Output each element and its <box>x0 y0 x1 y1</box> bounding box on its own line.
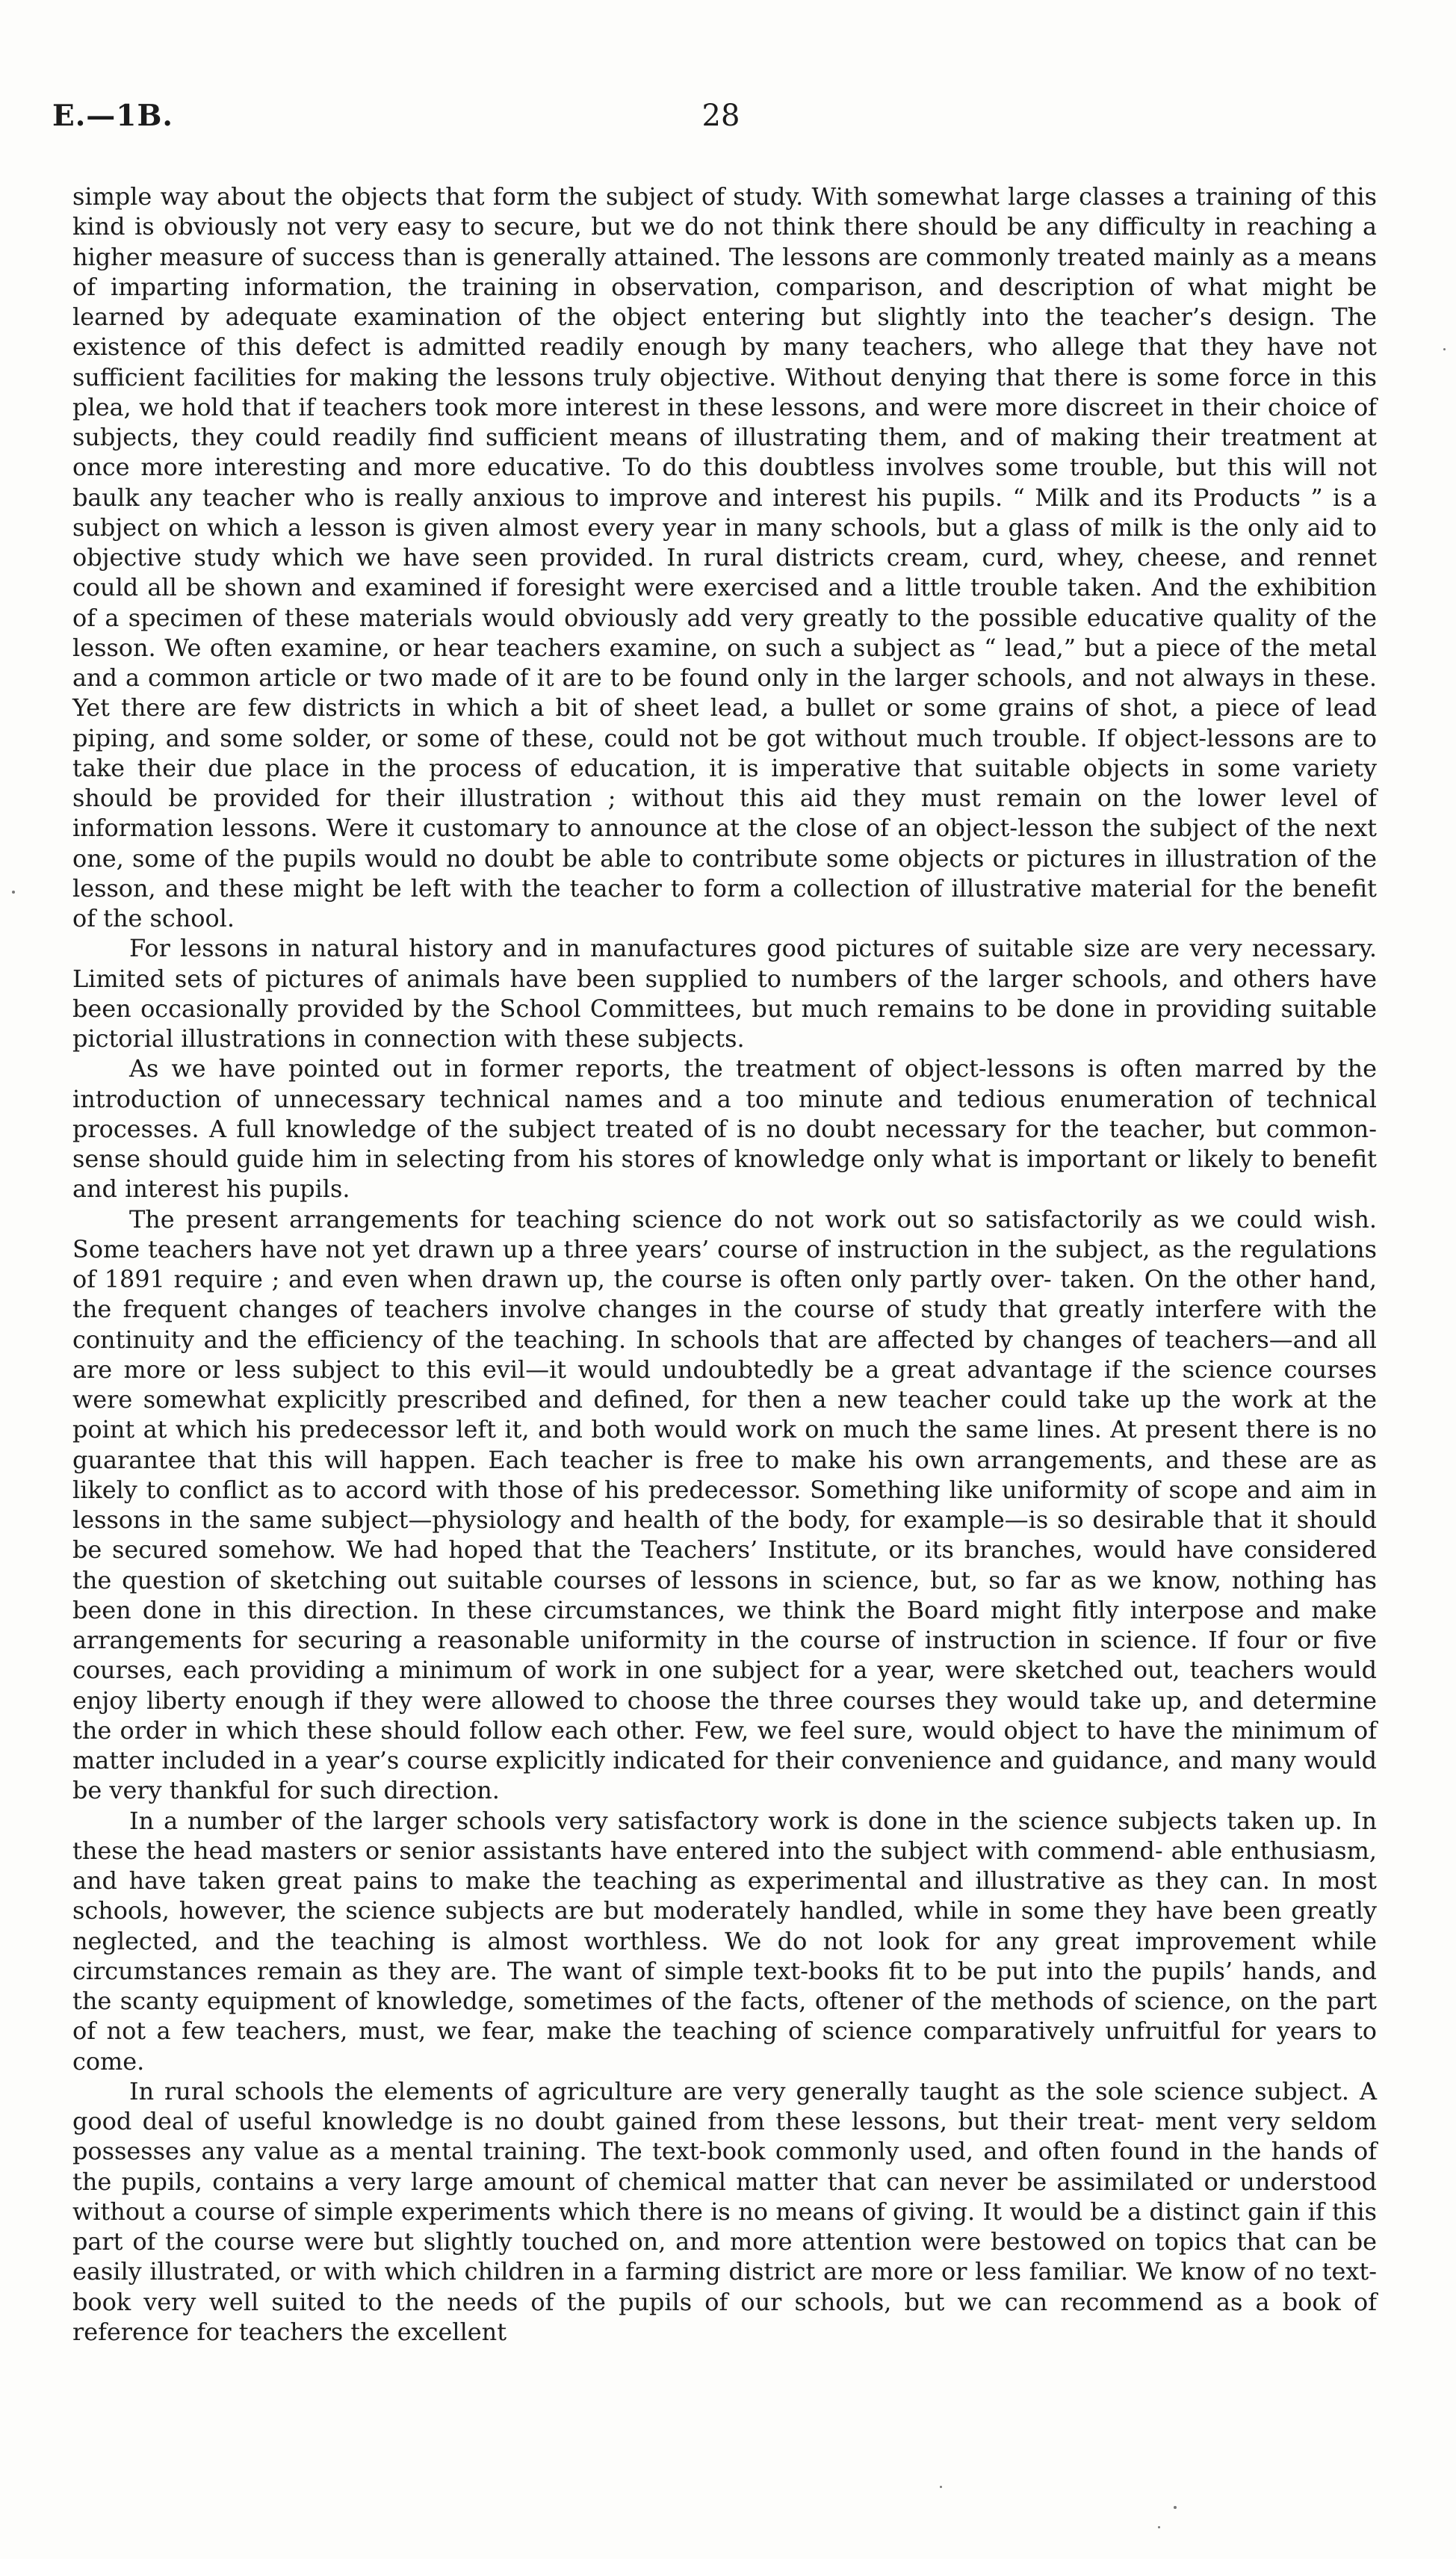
page-number: 28 <box>701 99 740 133</box>
paragraph-rural-schools: In rural schools the elements of agriculture are very generally taught as the sole science subject. A good deal of useful knowledge is no doubt gained from these lessons, but their treat- ment very seldom possesses any value as a mental training. The text-book commonly used, and often found in the hands of the pupils, contains a very large amount of chemical matter that can never be assimilated or understood without a course of simple experiments which there is no means of giving. It would be a distinct gain if this part of the course were but slightly touched on, and more attention were bestowed on topics that can be easily illustrated, or with which children in a farming district are more or less familiar. We know of no text-book very well suited to the needs of the pupils of our schools, but we can recommend as a book of reference for teachers the excellent <box>72 2076 1377 2346</box>
paragraph-larger-schools: In a number of the larger schools very satisfactory work is done in the science subjects taken up. In these the head masters or senior assistants have entered into the subject with commend- able enthusiasm, and have taken great pains to make the teaching as experimental and illustrative as they can. In most schools, however, the science subjects are but moderately handled, while in some they have been greatly neglected, and the teaching is almost worthless. We do not look for any great improvement while circumstances remain as they are. The want of simple text-books fit to be put into the pupils’ hands, and the scanty equipment of knowledge, sometimes of the facts, oftener of the methods of science, on the part of not a few teachers, must, we fear, make the teaching of science comparatively unfruitful for years to come. <box>72 1806 1377 2076</box>
scan-speck <box>1443 348 1446 350</box>
paragraph-technical-names: As we have pointed out in former reports, the treatment of object-lessons is often marred by the introduction of unnecessary technical names and a too minute and tedious enumeration of technical processes. A full knowledge of the subject treated of is no doubt necessary for the teacher, but common-sense should guide him in selecting from his stores of knowledge only what is important or likely to benefit and interest his pupils. <box>72 1054 1377 1204</box>
paragraph-pictures: For lessons in natural history and in manufactures good pictures of suitable size are very necessary. Limited sets of pictures of animals have been supplied to numbers of the larger schools, and others have been occasionally provided by the School Committees, but much remains to be done in providing suitable pictorial illustrations in connection with these subjects. <box>72 934 1377 1053</box>
page-header <box>52 99 1390 136</box>
body-text <box>72 182 1377 2347</box>
paragraph-science-arrangements: The present arrangements for teaching science do not work out so satisfactorily as we could wish. Some teachers have not yet drawn up a three years’ course of instruction in the subject, as the regulations of 1891 require ; and even when drawn up, the course is often only partly over- taken. On the other hand, the frequent changes of teachers involve changes in the course of study that greatly interfere with the continuity and the efficiency of the teaching. In schools that are affected by changes of teachers—and all are more or less subject to this evil—it would undoubtedly be a great advantage if the science courses were somewhat explicitly prescribed and defined, for then a new teacher could take up the work at the point at which his predecessor left it, and both would work on much the same lines. At present there is no guarantee that this will happen. Each teacher is free to make his own arrangements, and these are as likely to conflict as to accord with those of his predecessor. Something like uniformity of scope and aim in lessons in the same subject—physiology and health of the body, for example—is so desirable that it should be secured somehow. We had hoped that the Teachers’ Institute, or its branches, would have considered the question of sketching out suitable courses of lessons in science, but, so far as we know, nothing has been done in this direction. In these circumstances, we think the Board might fitly interpose and make arrangements for securing a reasonable uniformity in the course of instruction in science. If four or five courses, each providing a minimum of work in one subject for a year, were sketched out, teachers would enjoy liberty enough if they were allowed to choose the three courses they would take up, and determine the order in which these should follow each other. Few, we feel sure, would object to have the minimum of matter included in a year’s course explicitly indicated for their convenience and guidance, and many would be very thankful for such direction. <box>72 1204 1377 1805</box>
scan-speck <box>1158 2526 1160 2528</box>
scan-speck <box>12 891 15 894</box>
scan-speck <box>1174 2506 1177 2509</box>
paragraph-object-lessons-continued: simple way about the objects that form the subject of study. With somewhat large classes a training of this kind is obviously not very easy to secure, but we do not think there should be any difficulty in reaching a higher measure of success than is generally attained. The lessons are commonly treated mainly as a means of imparting information, the training in observation, comparison, and description of what might be learned by adequate examination of the object entering but slightly into the teacher’s design. The existence of this defect is admitted readily enough by many teachers, who allege that they have not sufficient facilities for making the lessons truly objective. Without denying that there is some force in this plea, we hold that if teachers took more interest in these lessons, and were more discreet in their choice of subjects, they could readily find sufficient means of illustrating them, and of making their treatment at once more interesting and more educative. To do this doubtless involves some trouble, but this will not baulk any teacher who is really anxious to improve and interest his pupils. “ Milk and its Products ” is a subject on which a lesson is given almost every year in many schools, but a glass of milk is the only aid to objective study which we have seen provided. In rural districts cream, curd, whey, cheese, and rennet could all be shown and examined if foresight were exercised and a little trouble taken. And the exhibition of a specimen of these materials would obviously add very greatly to the possible educative quality of the lesson. We often examine, or hear teachers examine, on such a subject as “ lead,” but a piece of the metal and a common article or two made of it are to be found only in the larger schools, and not always in these. Yet there are few districts in which a bit of sheet lead, a bullet or some grains of shot, a piece of lead piping, and some solder, or some of these, could not be got without much trouble. If object-lessons are to take their due place in the process of education, it is imperative that suitable objects in some variety should be provided for their illustration ; without this aid they must remain on the lower level of information lessons. Were it customary to announce at the close of an object-lesson the subject of the next one, some of the pupils would no doubt be able to contribute some objects or pictures in illustration of the lesson, and these might be left with the teacher to form a collection of illustrative material for the benefit of the school. <box>72 182 1377 932</box>
scan-speck <box>940 2486 942 2488</box>
document-reference: E.—1B. <box>52 99 173 133</box>
